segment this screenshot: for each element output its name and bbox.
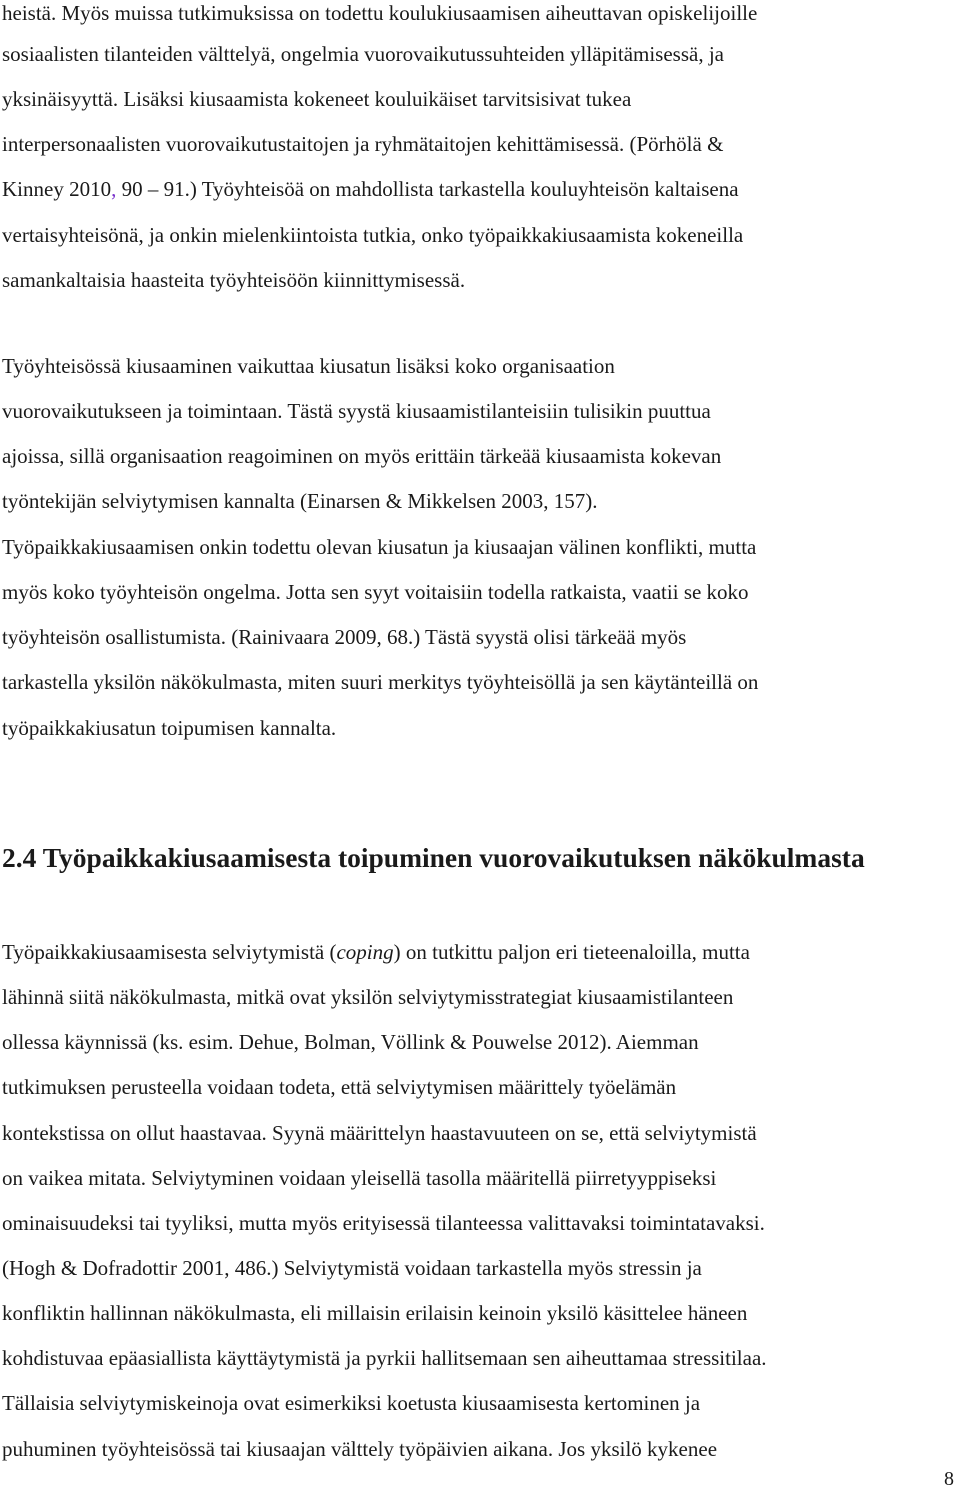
- emphasis-term: coping: [336, 940, 394, 964]
- text-line: Työpaikkakiusaamisen onkin todettu olevan kiusatun ja kiusaajan välinen konflikti, mutta: [2, 535, 757, 559]
- section-heading: 2.4 Työpaikkakiusaamisesta toipuminen vuorovaikutuksen näkökulmasta: [2, 842, 865, 873]
- text-line: työntekijän selviytymisen kannalta (Einarsen & Mikkelsen 2003, 157).: [2, 489, 598, 513]
- text-line: ajoissa, sillä organisaation reagoiminen on myös erittäin tärkeää kiusaamista kokevan: [2, 444, 722, 468]
- text-line: työpaikkakiusatun toipumisen kannalta.: [2, 716, 337, 740]
- text-line: vertaisyhteisönä, ja onkin mielenkiintoista tutkia, onko työpaikkakiusaamista kokeneilla: [2, 223, 744, 247]
- text-line: on vaikea mitata. Selviytyminen voidaan yleisellä tasolla määritellä piirretyyppiseksi: [2, 1166, 717, 1190]
- text-line: yksinäisyyttä. Lisäksi kiusaamista kokeneet kouluikäiset tarvitsisivat tukea: [2, 87, 632, 111]
- text-fragment: ) on tutkittu paljon eri tieteenaloilla, mutta: [393, 940, 750, 964]
- text-line: konfliktin hallinnan näkökulmasta, eli millaisin erilaisin keinoin yksilö käsittelee häneen: [2, 1301, 748, 1325]
- text-fragment: Kinney 2010: [2, 177, 112, 201]
- text-line: [2, 939, 750, 965]
- text-line: sosiaalisten tilanteiden välttelyä, ongelmia vuorovaikutussuhteiden ylläpitämisessä, ja: [2, 42, 724, 66]
- text-line: Työyhteisössä kiusaaminen vaikuttaa kiusatun lisäksi koko organisaation: [2, 354, 615, 378]
- text-line: samankaltaisia haasteita työyhteisöön kiinnittymisessä.: [2, 268, 466, 292]
- text-line: ominaisuudeksi tai tyyliksi, mutta myös erityisessä tilanteessa valittavaksi toimintatavaksi.: [2, 1211, 765, 1235]
- text-line: kohdistuvaa epäasiallista käyttäytymistä ja pyrkii hallitsemaan sen aiheuttamaa stressitilaa.: [2, 1346, 767, 1370]
- text-fragment: Työpaikkakiusaamisesta selviytymistä (: [2, 940, 337, 964]
- text-line: tarkastella yksilön näkökulmasta, miten suuri merkitys työyhteisöllä ja sen käytänteillä on: [2, 670, 759, 694]
- text-line: tutkimuksen perusteella voidaan todeta, että selviytymisen määrittely työelämän: [2, 1075, 677, 1099]
- text-line: puhuminen työyhteisössä tai kiusaajan välttely työpäivien aikana. Jos yksilö kykenee: [2, 1437, 718, 1461]
- text-line: lähinnä siitä näkökulmasta, mitkä ovat yksilön selviytymisstrategiat kiusaamistilanteen: [2, 985, 734, 1009]
- text-line: työyhteisön osallistumista. (Rainivaara 2009, 68.) Tästä syystä olisi tärkeää myös: [2, 625, 687, 649]
- page-number: 8: [944, 1468, 954, 1490]
- text-line: ollessa käynnissä (ks. esim. Dehue, Bolman, Völlink & Pouwelse 2012). Aiemman: [2, 1030, 699, 1054]
- text-line: heistä. Myös muissa tutkimuksissa on todettu koulukiusaamisen aiheuttavan opiskelijoille: [2, 1, 758, 25]
- text-fragment: 90 – 91.) Työyhteisöä on mahdollista tarkastella kouluyhteisön kaltaisena: [121, 177, 739, 201]
- text-line: myös koko työyhteisön ongelma. Jotta sen syyt voitaisiin todella ratkaista, vaatii se koko: [2, 580, 749, 604]
- text-fragment: ,: [111, 177, 122, 201]
- text-line: [2, 176, 739, 202]
- text-line: interpersonaalisten vuorovaikutustaitojen ja ryhmätaitojen kehittämisessä. (Pörhölä &: [2, 132, 724, 156]
- text-line: vuorovaikutukseen ja toimintaan. Tästä syystä kiusaamistilanteisiin tulisikin puuttua: [2, 399, 711, 423]
- text-line: Tällaisia selviytymiskeinoja ovat esimerkiksi koetusta kiusaamisesta kertominen ja: [2, 1391, 701, 1415]
- text-line: kontekstissa on ollut haastavaa. Syynä määrittelyn haastavuuteen on se, että selviytymistä: [2, 1121, 757, 1145]
- text-line: (Hogh & Dofradottir 2001, 486.) Selviytymistä voidaan tarkastella myös stressin ja: [2, 1256, 702, 1280]
